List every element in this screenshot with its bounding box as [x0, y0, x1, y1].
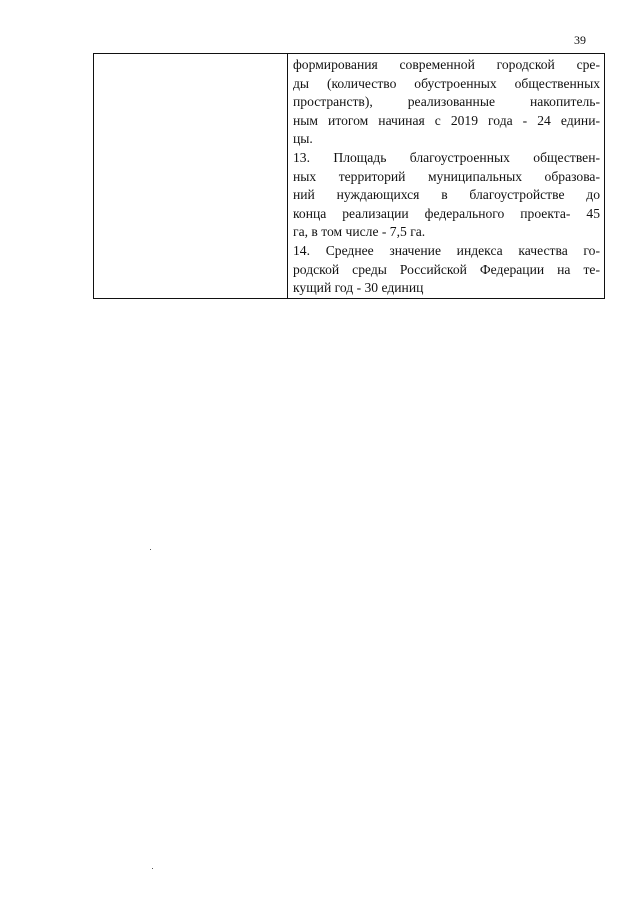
scan-speck [152, 868, 153, 869]
page-number: 39 [574, 33, 586, 47]
scan-speck [150, 549, 151, 550]
text-line: ным итогом начиная с 2019 года - 24 едини- [293, 112, 600, 128]
text-line: кущий год - 30 единиц [293, 280, 424, 296]
text-line: цы. [293, 131, 313, 147]
text-line: конца реализации федерального проекта- 45 [293, 205, 600, 221]
table-cell-right [288, 54, 605, 299]
content-table [93, 53, 605, 299]
text-line: родской среды Российской Федерации на те- [293, 261, 600, 277]
table-row [94, 54, 605, 299]
table-cell-left [94, 54, 288, 299]
text-line: 14. Среднее значение индекса качества го- [293, 242, 600, 258]
text-line: ний нуждающихся в благоустройстве до [293, 187, 600, 203]
text-line: 13. Площадь благоустроенных обществен- [293, 149, 600, 165]
text-line: га, в том числе - 7,5 га. [293, 224, 426, 240]
text-line: формирования современной городской сре- [293, 57, 600, 72]
text-line: ды (количество обустроенных общественных [293, 75, 600, 91]
text-line: ных территорий муниципальных образова- [293, 168, 600, 184]
text-line: пространств), реализованные накопитель- [293, 94, 600, 110]
